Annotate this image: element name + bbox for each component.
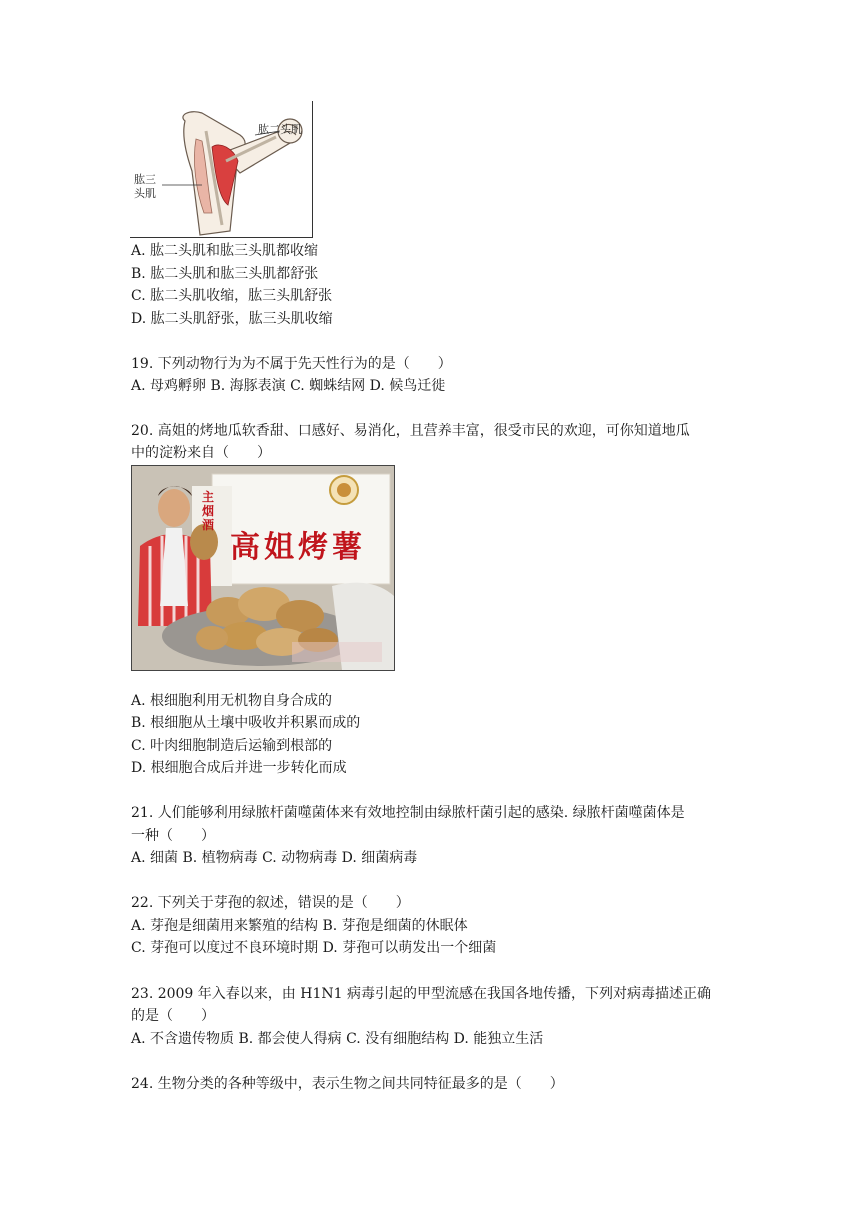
q20-option-c: C. 叶肉细胞制造后运输到根部的 xyxy=(131,738,333,754)
q19-stem: 19. 下列动物行为为不属于先天性行为的是（ ） xyxy=(131,356,452,372)
q19-options: A. 母鸡孵卵 B. 海豚表演 C. 蜘蛛结网 D. 候鸟迁徙 xyxy=(131,378,446,394)
q18-option-b: B. 肱二头肌和肱三头肌都舒张 xyxy=(131,266,319,282)
arm-muscle-figure xyxy=(130,101,313,238)
photo-side-sign-text: 主 烟 酒 xyxy=(202,490,215,532)
q20-option-a: A. 根细胞利用无机物自身合成的 xyxy=(131,693,333,709)
q22-options-line1: A. 芽孢是细菌用来繁殖的结构 B. 芽孢是细菌的休眠体 xyxy=(131,918,468,934)
triceps-label-line1: 肱三 xyxy=(134,173,156,186)
q20-stem-line1: 20. 高姐的烤地瓜软香甜、口感好、易消化，且营养丰富，很受市民的欢迎，可你知道地瓜 xyxy=(131,423,690,439)
q23-stem-line1: 23. 2009 年入春以来，由 H1N1 病毒引起的甲型流感在我国各地传播，下列对病毒描述正确 xyxy=(131,986,711,1002)
q20-option-b: B. 根细胞从土壤中吸收并积累而成的 xyxy=(131,715,361,731)
photo-illustration xyxy=(132,466,394,670)
q23-stem-line2: 的是（ ） xyxy=(131,1008,215,1024)
q18-option-c: C. 肱二头肌收缩，肱三头肌舒张 xyxy=(131,288,333,304)
q18-option-d: D. 肱二头肌舒张，肱三头肌收缩 xyxy=(131,311,333,327)
q24-stem: 24. 生物分类的各种等级中，表示生物之间共同特征最多的是（ ） xyxy=(131,1076,564,1092)
q18-option-a: A. 肱二头肌和肱三头肌都收缩 xyxy=(131,243,319,259)
q23-options: A. 不含遗传物质 B. 都会使人得病 C. 没有细胞结构 D. 能独立生活 xyxy=(131,1031,544,1047)
q21-stem-line2: 一种（ ） xyxy=(131,828,215,844)
q20-option-d: D. 根细胞合成后并进一步转化而成 xyxy=(131,760,347,776)
biceps-label: 肱二头肌 xyxy=(258,123,302,136)
q21-stem-line1: 21. 人们能够利用绿脓杆菌噬菌体来有效地控制由绿脓杆菌引起的感染. 绿脓杆菌噬菌体是 xyxy=(131,805,685,821)
q22-options-line2: C. 芽孢可以度过不良环境时期 D. 芽孢可以萌发出一个细菌 xyxy=(131,940,497,956)
q20-stem-line2: 中的淀粉来自（ ） xyxy=(131,445,271,461)
triceps-label-line2: 头肌 xyxy=(134,187,156,200)
arm-illustration xyxy=(130,101,312,237)
photo-sign-text: 高姐烤薯 xyxy=(230,530,366,565)
q21-options: A. 细菌 B. 植物病毒 C. 动物病毒 D. 细菌病毒 xyxy=(131,850,418,866)
roasted-sweet-potato-photo xyxy=(131,465,395,671)
q22-stem: 22. 下列关于芽孢的叙述，错误的是（ ） xyxy=(131,895,410,911)
